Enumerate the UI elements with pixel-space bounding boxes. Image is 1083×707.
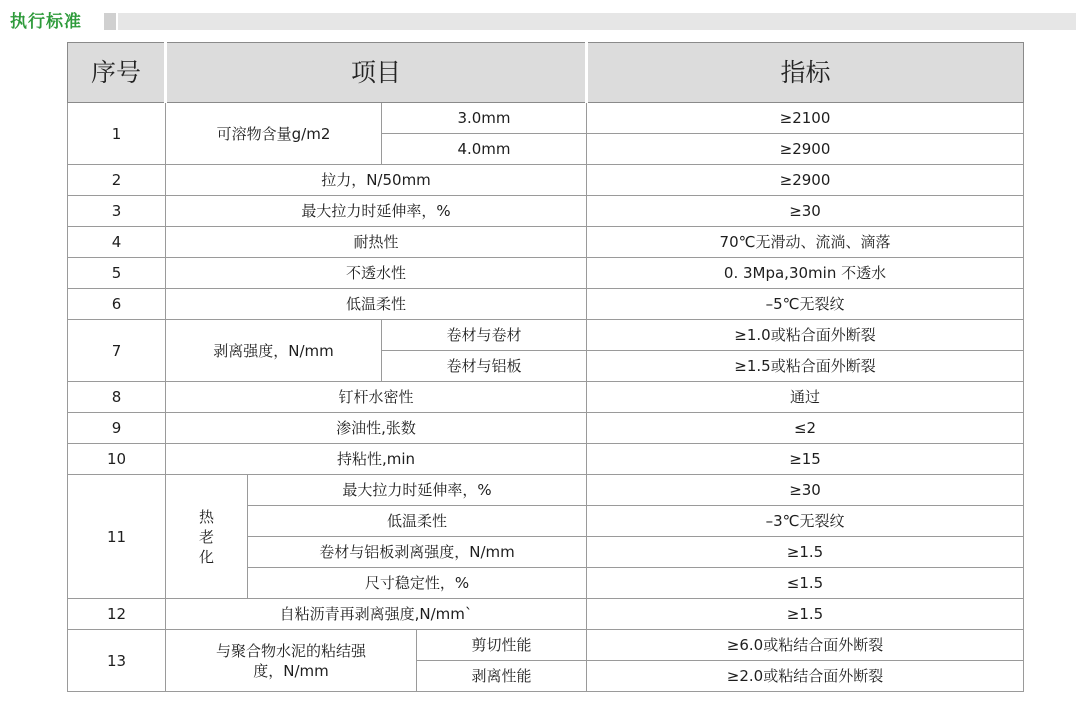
table-row [68, 413, 1024, 444]
row-value: ≤1.5 [587, 568, 1024, 599]
row-item: 不透水性 [166, 258, 587, 289]
row-value: ≥1.5 [587, 599, 1024, 630]
section-title: 执行标准 [10, 12, 82, 32]
row-no: 12 [68, 599, 166, 630]
row-item: 可溶物含量g/m2 [166, 103, 382, 165]
row-no: 6 [68, 289, 166, 320]
section-header [0, 0, 1083, 36]
row-value: 70℃无滑动、流淌、滴落 [587, 227, 1024, 258]
row-item: 钉杆水密性 [166, 382, 587, 413]
row-value: ≥2100 [587, 103, 1024, 134]
row-value: ≥2900 [587, 165, 1024, 196]
row-no: 1 [68, 103, 166, 165]
table-row [68, 103, 1024, 134]
row-item: 最大拉力时延伸率，% [166, 196, 587, 227]
row-value: 通过 [587, 382, 1024, 413]
table-row [68, 196, 1024, 227]
table-row [68, 444, 1024, 475]
row-no: 13 [68, 630, 166, 692]
row-item-line: 与聚合物水泥的粘结强 [215, 641, 366, 660]
row-no: 11 [68, 475, 166, 599]
table-row [68, 227, 1024, 258]
header-index: 指标 [587, 43, 1024, 103]
table-row [68, 258, 1024, 289]
table-row [68, 165, 1024, 196]
row-value: ≤2 [587, 413, 1024, 444]
row-value: ≥2.0或粘结合面外断裂 [587, 661, 1024, 692]
row-subitem: 卷材与铝板 [382, 351, 587, 382]
row-subitem: 卷材与卷材 [382, 320, 587, 351]
row-no: 3 [68, 196, 166, 227]
row-value: ≥15 [587, 444, 1024, 475]
group-char: 热 [198, 507, 214, 526]
table-row [68, 599, 1024, 630]
row-subitem: 4.0mm [382, 134, 587, 165]
row-no: 2 [68, 165, 166, 196]
row-item [166, 630, 417, 692]
table-row [68, 382, 1024, 413]
row-item: 渗油性,张数 [166, 413, 587, 444]
row-item: 耐热性 [166, 227, 587, 258]
header-no: 序号 [68, 43, 166, 103]
table-header-row [68, 43, 1024, 103]
row-value: ≥30 [587, 475, 1024, 506]
row-item: 持粘性,min [166, 444, 587, 475]
row-subitem: 尺寸稳定性，% [248, 568, 587, 599]
group-char: 老 [198, 527, 214, 546]
row-subitem: 低温柔性 [248, 506, 587, 537]
title-accent-square [104, 13, 116, 30]
row-value: ≥2900 [587, 134, 1024, 165]
row-subitem: 剥离性能 [417, 661, 587, 692]
row-no: 7 [68, 320, 166, 382]
table-row [68, 630, 1024, 661]
row-no: 10 [68, 444, 166, 475]
group-char: 化 [198, 547, 214, 566]
row-item: 剥离强度，N/mm [166, 320, 382, 382]
row-no: 4 [68, 227, 166, 258]
row-value: ≥1.0或粘合面外断裂 [587, 320, 1024, 351]
row-value: –3℃无裂纹 [587, 506, 1024, 537]
row-value: 0. 3Mpa,30min 不透水 [587, 258, 1024, 289]
row-value: ≥6.0或粘结合面外断裂 [587, 630, 1024, 661]
row-subitem: 3.0mm [382, 103, 587, 134]
row-subitem: 最大拉力时延伸率，% [248, 475, 587, 506]
table-row [68, 320, 1024, 351]
row-item-line: 度，N/mm [253, 661, 329, 680]
row-value: ≥30 [587, 196, 1024, 227]
header-item: 项目 [166, 43, 587, 103]
table-row [68, 289, 1024, 320]
row-no: 5 [68, 258, 166, 289]
row-subitem: 剪切性能 [417, 630, 587, 661]
row-no: 9 [68, 413, 166, 444]
row-item: 自粘沥青再剥离强度,N/mm` [166, 599, 587, 630]
title-bar [118, 13, 1076, 30]
standards-table [67, 42, 1024, 692]
row-value: ≥1.5 [587, 537, 1024, 568]
row-item: 低温柔性 [166, 289, 587, 320]
table-row [68, 475, 1024, 506]
row-value: –5℃无裂纹 [587, 289, 1024, 320]
row-item: 拉力，N/50mm [166, 165, 587, 196]
row-value: ≥1.5或粘合面外断裂 [587, 351, 1024, 382]
row-no: 8 [68, 382, 166, 413]
group-label-heat-aging [166, 475, 248, 599]
row-subitem: 卷材与铝板剥离强度，N/mm [248, 537, 587, 568]
